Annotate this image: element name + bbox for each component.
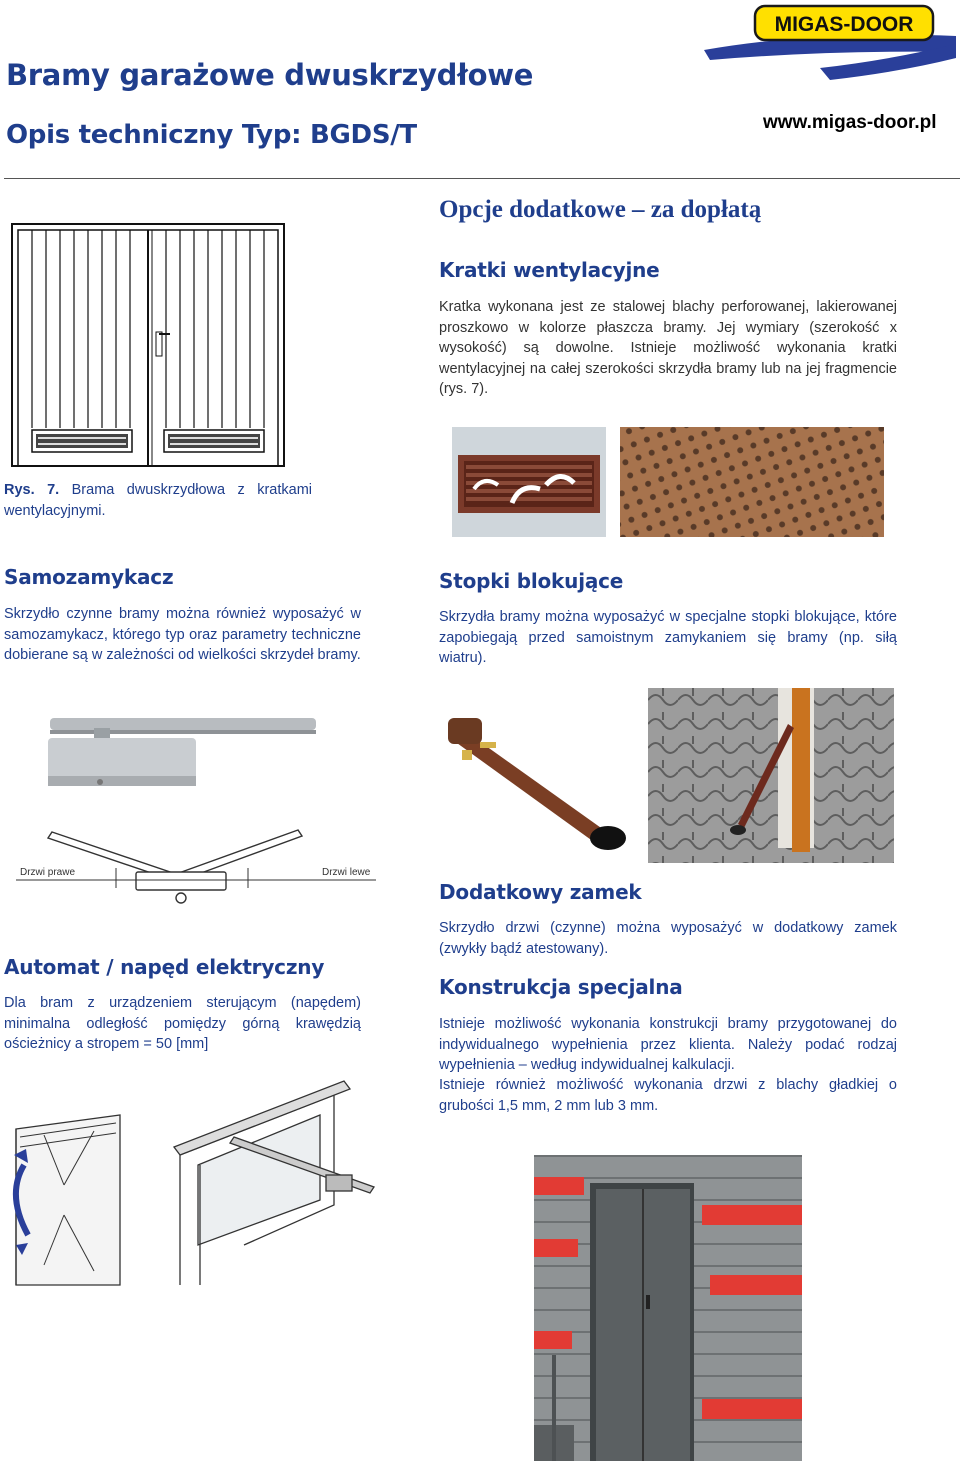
- steel-door-photo: [534, 1155, 802, 1461]
- page-subtitle: Opis techniczny Typ: BGDS/T: [6, 120, 417, 150]
- vent-grille-photo: [452, 427, 606, 537]
- figure-caption: [4, 480, 312, 521]
- logo-text: MIGAS-DOOR: [774, 13, 914, 36]
- samozamykacz-heading: Samozamykacz: [4, 565, 174, 589]
- options-heading: Opcje dodatkowe – za dopłatą: [439, 196, 762, 223]
- stopki-text: Skrzydła bramy można wyposażyć w specjalne stopki blokujące, które zapobiegają przed samoistnym zamykaniem się bramy (np. siłą wiatru).: [439, 609, 897, 666]
- kratki-heading: Kratki wentylacyjne: [439, 258, 660, 282]
- zamek-text: Skrzydło drzwi (czynne) można wyposażyć w dodatkowy zamek (zwykły bądź atestowany).: [439, 920, 897, 957]
- page-title: Bramy garażowe dwuskrzydłowe: [6, 58, 534, 92]
- kratki-text: Kratka wykonana jest ze stalowej blachy perforowanej, lakierowanej proszkowo w kolorze płaszcza bramy. Jej wymiary (szerokość x wysokość) są dowolne. Istnieje możliwość wykonania kratki wentylacyjnej na całej szerokości skrzydła bramy lub na jej fragmencie (rys. 7).: [439, 299, 897, 397]
- stopki-heading: Stopki blokujące: [439, 569, 624, 593]
- konstrukcja-text-2: Istnieje również możliwość wykonania drzwi z blachy gładkiej o grubości 1,5 mm, 2 mm lub 3 mm.: [439, 1077, 897, 1114]
- header-divider: [4, 178, 960, 179]
- samozamykacz-text: Skrzydło czynne bramy można również wyposażyć w samozamykacz, którego typ oraz parametry techniczne dobierane są w zależności od wielkości skrzydeł bramy.: [4, 606, 361, 663]
- automat-heading: Automat / napęd elektryczny: [4, 955, 325, 979]
- perforated-sheet-photo: [620, 427, 884, 537]
- website-link[interactable]: www.migas-door.pl: [763, 112, 937, 133]
- company-logo: [700, 0, 960, 92]
- label-right-door: Drzwi prawe: [20, 867, 76, 878]
- door-stopper-photo: [440, 712, 634, 860]
- konstrukcja-text-1: Istnieje możliwość wykonania konstrukcji bramy przygotowanej do indywidualnego wypełnienia przez klienta. Należy podać rodzaj wypełnienia – według indywidualnej kalkulacji.: [439, 1016, 897, 1073]
- automat-text: Dla bram z urządzeniem sterującym (napędem) minimalna odległość pomiędzy górną krawędzią ościeżnicy a stropem = 50 [mm]: [4, 995, 361, 1052]
- zamek-heading: Dodatkowy zamek: [439, 880, 642, 904]
- caption-label: Rys. 7.: [4, 482, 60, 498]
- door-closer-photo: [44, 712, 324, 792]
- gate-drawing: [10, 222, 286, 468]
- caption-text: Brama dwuskrzydłowa z kratkami wentylacyjnymi.: [4, 482, 313, 519]
- closer-arm-diagram: [16, 820, 376, 910]
- automat-drive-drawing: [4, 1075, 380, 1287]
- konstrukcja-heading: Konstrukcja specjalna: [439, 975, 683, 999]
- stopper-in-use-photo: [648, 688, 894, 863]
- label-left-door: Drzwi lewe: [322, 867, 371, 878]
